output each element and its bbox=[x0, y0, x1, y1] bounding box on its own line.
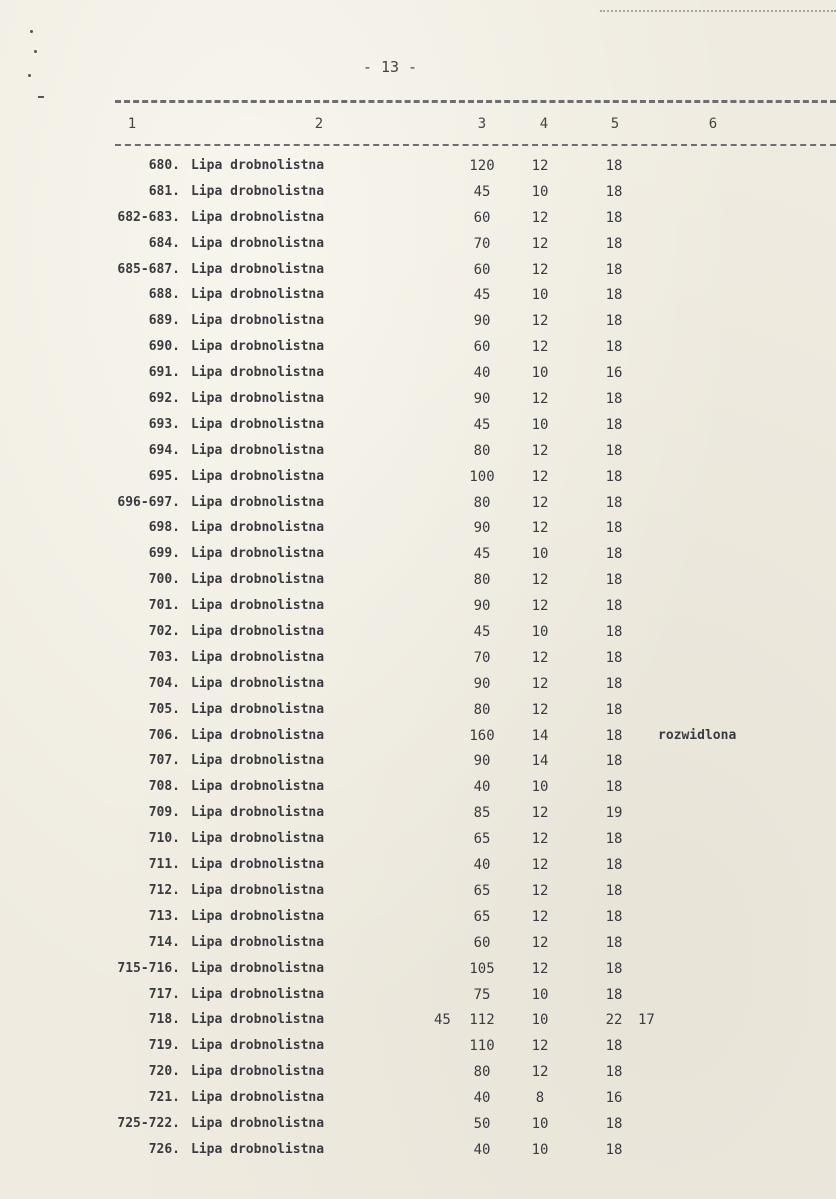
species-name: Lipa drobnolistna bbox=[191, 287, 325, 303]
table-row bbox=[0, 158, 836, 184]
species-name: Lipa drobnolistna bbox=[191, 882, 325, 898]
extra-value-left: 45 bbox=[434, 1012, 451, 1029]
table-row bbox=[0, 495, 836, 521]
tree-number: 693. bbox=[148, 416, 180, 432]
species-name: Lipa drobnolistna bbox=[191, 1090, 325, 1106]
table-row bbox=[0, 676, 836, 702]
column-5-value: 18 bbox=[605, 158, 623, 174]
tree-number: 682-683. bbox=[117, 209, 180, 225]
tree-number: 714. bbox=[148, 934, 180, 950]
column-3-value: 40 bbox=[473, 857, 491, 874]
tree-number: 684. bbox=[148, 235, 180, 251]
species-name: Lipa drobnolistna bbox=[191, 391, 325, 407]
column-4-value: 12 bbox=[531, 649, 549, 666]
column-4-value: 14 bbox=[531, 727, 549, 744]
column-4-value: 8 bbox=[535, 1090, 545, 1107]
species-name: Lipa drobnolistna bbox=[191, 675, 325, 691]
column-header-6: 6 bbox=[708, 116, 718, 132]
tree-number: 713. bbox=[148, 908, 180, 924]
species-name: Lipa drobnolistna bbox=[191, 649, 325, 665]
tree-number: 715-716. bbox=[117, 960, 180, 976]
table-row bbox=[0, 1116, 836, 1142]
tree-number: 712. bbox=[148, 882, 180, 898]
table-row bbox=[0, 210, 836, 236]
column-3-value: 60 bbox=[473, 261, 491, 278]
table-row bbox=[0, 339, 836, 365]
column-3-value: 80 bbox=[473, 494, 491, 511]
column-5-value: 18 bbox=[605, 727, 623, 744]
tree-number: 706. bbox=[148, 727, 180, 743]
column-4-value: 12 bbox=[531, 391, 549, 408]
table-row bbox=[0, 987, 836, 1013]
tree-number: 690. bbox=[148, 339, 180, 355]
column-5-value: 18 bbox=[605, 468, 623, 485]
column-5-value: 18 bbox=[605, 391, 623, 408]
species-name: Lipa drobnolistna bbox=[191, 1012, 325, 1028]
tree-number: 704. bbox=[148, 675, 180, 691]
table-row bbox=[0, 753, 836, 779]
table-row bbox=[0, 598, 836, 624]
column-5-value: 18 bbox=[605, 1064, 623, 1081]
column-5-value: 19 bbox=[605, 805, 623, 822]
species-name: Lipa drobnolistna bbox=[191, 572, 325, 588]
tree-number: 702. bbox=[148, 624, 180, 640]
species-name: Lipa drobnolistna bbox=[191, 520, 325, 536]
header-rule-top bbox=[115, 100, 836, 103]
table-row bbox=[0, 313, 836, 339]
species-name: Lipa drobnolistna bbox=[191, 624, 325, 640]
table-row bbox=[0, 831, 836, 857]
table-row bbox=[0, 650, 836, 676]
column-5-value: 18 bbox=[605, 675, 623, 692]
column-5-value: 18 bbox=[605, 183, 623, 200]
column-5-value: 18 bbox=[605, 339, 623, 356]
column-5-value: 18 bbox=[605, 701, 623, 718]
column-5-value: 18 bbox=[605, 934, 623, 951]
column-3-value: 90 bbox=[473, 753, 491, 770]
tree-number: 681. bbox=[148, 183, 180, 199]
column-3-value: 70 bbox=[473, 649, 491, 666]
column-4-value: 12 bbox=[531, 805, 549, 822]
column-4-value: 10 bbox=[531, 1115, 549, 1132]
column-5-value: 18 bbox=[605, 416, 623, 433]
column-4-value: 12 bbox=[531, 1038, 549, 1055]
column-4-value: 12 bbox=[531, 701, 549, 718]
column-5-value: 18 bbox=[605, 520, 623, 537]
tree-number: 708. bbox=[148, 779, 180, 795]
tree-number: 711. bbox=[148, 857, 180, 873]
table-row bbox=[0, 236, 836, 262]
column-5-value: 18 bbox=[605, 753, 623, 770]
species-name: Lipa drobnolistna bbox=[191, 546, 325, 562]
table-row bbox=[0, 287, 836, 313]
tree-number: 691. bbox=[148, 365, 180, 381]
table-row bbox=[0, 391, 836, 417]
species-name: Lipa drobnolistna bbox=[191, 934, 325, 950]
column-3-value: 90 bbox=[473, 313, 491, 330]
margin-dot bbox=[34, 50, 37, 53]
species-name: Lipa drobnolistna bbox=[191, 1038, 325, 1054]
species-name: Lipa drobnolistna bbox=[191, 468, 325, 484]
species-name: Lipa drobnolistna bbox=[191, 779, 325, 795]
column-4-value: 12 bbox=[531, 882, 549, 899]
column-4-value: 12 bbox=[531, 261, 549, 278]
header-rule-bottom bbox=[115, 144, 836, 146]
column-4-value: 10 bbox=[531, 624, 549, 641]
column-4-value: 12 bbox=[531, 572, 549, 589]
column-3-value: 45 bbox=[473, 287, 491, 304]
page-number: - 13 - bbox=[362, 58, 418, 76]
species-name: Lipa drobnolistna bbox=[191, 261, 325, 277]
table-row bbox=[0, 1142, 836, 1168]
column-4-value: 10 bbox=[531, 365, 549, 382]
table-row bbox=[0, 961, 836, 987]
remark: rozwidlona bbox=[658, 727, 737, 743]
column-3-value: 45 bbox=[473, 624, 491, 641]
tree-table bbox=[0, 158, 836, 1168]
column-4-value: 12 bbox=[531, 494, 549, 511]
species-name: Lipa drobnolistna bbox=[191, 857, 325, 873]
column-3-value: 90 bbox=[473, 391, 491, 408]
column-3-value: 90 bbox=[473, 675, 491, 692]
column-5-value: 18 bbox=[605, 287, 623, 304]
table-row bbox=[0, 935, 836, 961]
column-5-value: 18 bbox=[605, 624, 623, 641]
column-3-value: 65 bbox=[473, 908, 491, 925]
column-5-value: 16 bbox=[605, 1090, 623, 1107]
column-3-value: 80 bbox=[473, 701, 491, 718]
column-4-value: 12 bbox=[531, 209, 549, 226]
column-4-value: 10 bbox=[531, 1012, 549, 1029]
species-name: Lipa drobnolistna bbox=[191, 209, 325, 225]
species-name: Lipa drobnolistna bbox=[191, 416, 325, 432]
column-5-value: 18 bbox=[605, 831, 623, 848]
species-name: Lipa drobnolistna bbox=[191, 494, 325, 510]
column-4-value: 12 bbox=[531, 313, 549, 330]
column-3-value: 160 bbox=[469, 727, 495, 744]
column-5-value: 16 bbox=[605, 365, 623, 382]
column-3-value: 45 bbox=[473, 546, 491, 563]
tree-number: 695. bbox=[148, 468, 180, 484]
table-row bbox=[0, 184, 836, 210]
column-4-value: 10 bbox=[531, 986, 549, 1003]
table-row bbox=[0, 572, 836, 598]
table-row bbox=[0, 909, 836, 935]
tree-number: 719. bbox=[148, 1038, 180, 1054]
column-header-4: 4 bbox=[539, 116, 549, 132]
tree-number: 717. bbox=[148, 986, 180, 1002]
table-row bbox=[0, 702, 836, 728]
margin-dot bbox=[28, 74, 31, 77]
column-3-value: 80 bbox=[473, 442, 491, 459]
column-5-value: 18 bbox=[605, 908, 623, 925]
table-row bbox=[0, 546, 836, 572]
column-4-value: 12 bbox=[531, 468, 549, 485]
column-5-value: 18 bbox=[605, 960, 623, 977]
column-3-value: 112 bbox=[469, 1012, 495, 1029]
column-4-value: 12 bbox=[531, 675, 549, 692]
tree-number: 709. bbox=[148, 805, 180, 821]
tree-number: 685-687. bbox=[117, 261, 180, 277]
species-name: Lipa drobnolistna bbox=[191, 442, 325, 458]
species-name: Lipa drobnolistna bbox=[191, 235, 325, 251]
tree-number: 710. bbox=[148, 831, 180, 847]
tree-number: 703. bbox=[148, 649, 180, 665]
tree-number: 725-722. bbox=[117, 1115, 180, 1131]
tree-number: 721. bbox=[148, 1090, 180, 1106]
column-3-value: 85 bbox=[473, 805, 491, 822]
column-header-5: 5 bbox=[610, 116, 620, 132]
column-3-value: 40 bbox=[473, 365, 491, 382]
table-row bbox=[0, 365, 836, 391]
table-row bbox=[0, 883, 836, 909]
tree-number: 680. bbox=[148, 158, 180, 173]
species-name: Lipa drobnolistna bbox=[191, 986, 325, 1002]
column-4-value: 12 bbox=[531, 831, 549, 848]
column-5-value: 18 bbox=[605, 598, 623, 615]
table-row bbox=[0, 1090, 836, 1116]
tree-number: 696-697. bbox=[117, 494, 180, 510]
species-name: Lipa drobnolistna bbox=[191, 805, 325, 821]
column-4-value: 10 bbox=[531, 416, 549, 433]
column-3-value: 65 bbox=[473, 831, 491, 848]
column-5-value: 18 bbox=[605, 572, 623, 589]
tree-number: 701. bbox=[148, 598, 180, 614]
species-name: Lipa drobnolistna bbox=[191, 701, 325, 717]
table-row bbox=[0, 1064, 836, 1090]
column-3-value: 70 bbox=[473, 235, 491, 252]
tree-number: 688. bbox=[148, 287, 180, 303]
table-row bbox=[0, 1038, 836, 1064]
column-5-value: 18 bbox=[605, 1115, 623, 1132]
species-name: Lipa drobnolistna bbox=[191, 1064, 325, 1080]
table-row bbox=[0, 857, 836, 883]
column-5-value: 18 bbox=[605, 986, 623, 1003]
column-5-value: 18 bbox=[605, 209, 623, 226]
column-3-value: 80 bbox=[473, 572, 491, 589]
column-5-value: 18 bbox=[605, 261, 623, 278]
column-4-value: 10 bbox=[531, 546, 549, 563]
column-4-value: 12 bbox=[531, 960, 549, 977]
column-3-value: 60 bbox=[473, 934, 491, 951]
column-3-value: 45 bbox=[473, 416, 491, 433]
tree-number: 692. bbox=[148, 391, 180, 407]
column-3-value: 80 bbox=[473, 1064, 491, 1081]
column-3-value: 45 bbox=[473, 183, 491, 200]
column-3-value: 40 bbox=[473, 1141, 491, 1158]
species-name: Lipa drobnolistna bbox=[191, 727, 325, 743]
column-3-value: 50 bbox=[473, 1115, 491, 1132]
column-4-value: 12 bbox=[531, 1064, 549, 1081]
column-header-1: 1 bbox=[127, 116, 137, 132]
species-name: Lipa drobnolistna bbox=[191, 1141, 325, 1157]
column-5-value: 18 bbox=[605, 313, 623, 330]
column-4-value: 10 bbox=[531, 779, 549, 796]
column-4-value: 10 bbox=[531, 287, 549, 304]
species-name: Lipa drobnolistna bbox=[191, 313, 325, 329]
table-row bbox=[0, 469, 836, 495]
column-4-value: 12 bbox=[531, 934, 549, 951]
column-5-value: 18 bbox=[605, 235, 623, 252]
table-row bbox=[0, 443, 836, 469]
column-3-value: 120 bbox=[469, 158, 495, 174]
column-4-value: 12 bbox=[531, 520, 549, 537]
table-row bbox=[0, 779, 836, 805]
column-5-value: 18 bbox=[605, 779, 623, 796]
column-4-value: 12 bbox=[531, 235, 549, 252]
column-3-value: 75 bbox=[473, 986, 491, 1003]
column-5-value: 22 bbox=[605, 1012, 623, 1029]
column-4-value: 12 bbox=[531, 339, 549, 356]
column-4-value: 12 bbox=[531, 158, 549, 174]
column-header-2: 2 bbox=[314, 116, 324, 132]
tree-number: 689. bbox=[148, 313, 180, 329]
table-row bbox=[0, 520, 836, 546]
margin-dash bbox=[38, 96, 44, 98]
column-3-value: 40 bbox=[473, 779, 491, 796]
column-3-value: 105 bbox=[469, 960, 495, 977]
species-name: Lipa drobnolistna bbox=[191, 908, 325, 924]
column-5-value: 18 bbox=[605, 857, 623, 874]
column-4-value: 12 bbox=[531, 857, 549, 874]
column-4-value: 14 bbox=[531, 753, 549, 770]
column-3-value: 65 bbox=[473, 882, 491, 899]
species-name: Lipa drobnolistna bbox=[191, 960, 325, 976]
tree-number: 707. bbox=[148, 753, 180, 769]
margin-dot bbox=[30, 30, 33, 33]
tree-number: 700. bbox=[148, 572, 180, 588]
column-5-value: 18 bbox=[605, 882, 623, 899]
top-edge-marks bbox=[600, 0, 836, 12]
table-row bbox=[0, 624, 836, 650]
tree-number: 699. bbox=[148, 546, 180, 562]
column-5-value: 18 bbox=[605, 442, 623, 459]
column-4-value: 12 bbox=[531, 908, 549, 925]
species-name: Lipa drobnolistna bbox=[191, 753, 325, 769]
column-3-value: 90 bbox=[473, 598, 491, 615]
table-row bbox=[0, 417, 836, 443]
species-name: Lipa drobnolistna bbox=[191, 183, 325, 199]
column-3-value: 90 bbox=[473, 520, 491, 537]
column-headers bbox=[0, 116, 836, 138]
column-5-value: 18 bbox=[605, 1038, 623, 1055]
tree-number: 726. bbox=[148, 1141, 180, 1157]
table-row bbox=[0, 262, 836, 288]
table-row bbox=[0, 728, 836, 754]
column-3-value: 60 bbox=[473, 339, 491, 356]
tree-number: 698. bbox=[148, 520, 180, 536]
column-5-value: 18 bbox=[605, 1141, 623, 1158]
column-header-3: 3 bbox=[477, 116, 487, 132]
column-5-value: 18 bbox=[605, 649, 623, 666]
table-row bbox=[0, 805, 836, 831]
column-3-value: 100 bbox=[469, 468, 495, 485]
species-name: Lipa drobnolistna bbox=[191, 598, 325, 614]
column-4-value: 12 bbox=[531, 598, 549, 615]
column-3-value: 40 bbox=[473, 1090, 491, 1107]
column-4-value: 10 bbox=[531, 1141, 549, 1158]
column-4-value: 10 bbox=[531, 183, 549, 200]
species-name: Lipa drobnolistna bbox=[191, 1115, 325, 1131]
tree-number: 694. bbox=[148, 442, 180, 458]
species-name: Lipa drobnolistna bbox=[191, 365, 325, 381]
species-name: Lipa drobnolistna bbox=[191, 339, 325, 355]
column-3-value: 110 bbox=[469, 1038, 495, 1055]
extra-value-right: 17 bbox=[638, 1012, 655, 1029]
column-5-value: 18 bbox=[605, 494, 623, 511]
column-4-value: 12 bbox=[531, 442, 549, 459]
species-name: Lipa drobnolistna bbox=[191, 831, 325, 847]
table-row bbox=[0, 1012, 836, 1038]
column-5-value: 18 bbox=[605, 546, 623, 563]
tree-number: 705. bbox=[148, 701, 180, 717]
tree-number: 720. bbox=[148, 1064, 180, 1080]
species-name: Lipa drobnolistna bbox=[191, 158, 325, 173]
tree-number: 718. bbox=[148, 1012, 180, 1028]
column-3-value: 60 bbox=[473, 209, 491, 226]
